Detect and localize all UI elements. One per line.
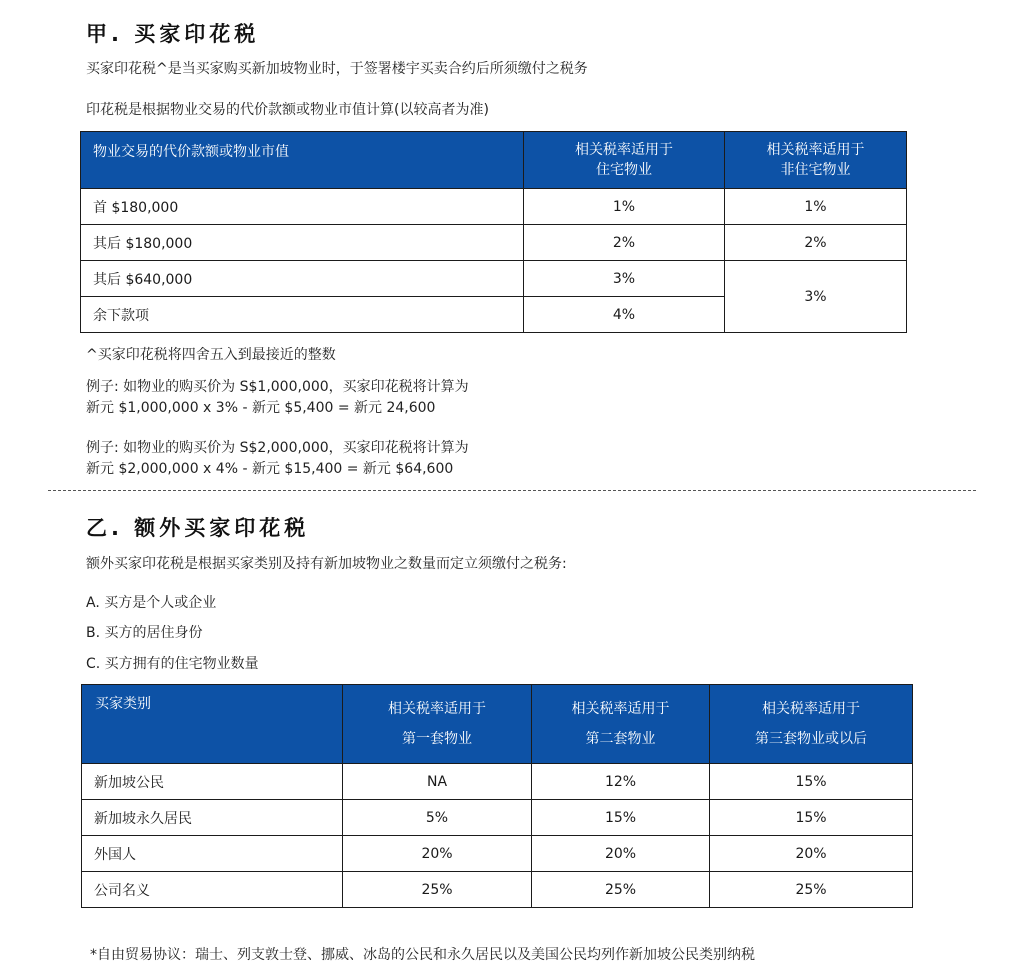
rate-second: 15% <box>532 800 710 836</box>
table-row <box>82 836 913 872</box>
rate-third: 20% <box>710 836 913 872</box>
rate-non-residential: 2% <box>725 225 907 261</box>
buyer-category: 新加坡公民 <box>82 764 343 800</box>
rate-first: NA <box>343 764 532 800</box>
rate-first: 5% <box>343 800 532 836</box>
row-label: 首 $180,000 <box>81 189 524 225</box>
rate-residential: 2% <box>524 225 725 261</box>
rate-third: 15% <box>710 800 913 836</box>
table-row <box>81 261 907 297</box>
rounding-note: ^买家印花税将四舍五入到最接近的整数 <box>86 347 336 363</box>
factor-b: B. 买方的居住身份 <box>86 625 203 641</box>
section-b-intro: 额外买家印花税是根据买家类别及持有新加坡物业之数量而定立须缴付之税务: <box>86 556 567 572</box>
header-buyer-category: 买家类别 <box>82 685 343 764</box>
table-row <box>82 800 913 836</box>
table-header-row <box>82 685 913 764</box>
buyer-category: 新加坡永久居民 <box>82 800 343 836</box>
example-1-line-1: 例子: 如物业的购买价为 S$1,000,000，买家印花税将计算为 <box>86 379 469 395</box>
buyer-category: 公司名义 <box>82 872 343 908</box>
fta-note: *自由贸易协议：瑞士、列支敦士登、挪威、冰岛的公民和永久居民以及美国公民均列作新加坡公民类别纳税 <box>90 947 755 963</box>
additional-buyer-stamp-duty-table <box>81 684 913 908</box>
section-divider <box>48 490 976 491</box>
rate-second: 20% <box>532 836 710 872</box>
buyer-stamp-duty-table <box>80 131 907 333</box>
example-2-line-2: 新元 $2,000,000 x 4% - 新元 $15,400 = 新元 $64,600 <box>86 461 454 477</box>
rate-first: 25% <box>343 872 532 908</box>
section-a-basis: 印花税是根据物业交易的代价款额或物业市值计算(以较高者为准) <box>86 102 489 118</box>
row-label: 余下款项 <box>81 297 524 333</box>
example-2-line-1: 例子: 如物业的购买价为 S$2,000,000，买家印花税将计算为 <box>86 440 469 456</box>
header-third-property: 相关税率适用于 第三套物业或以后 <box>710 685 913 764</box>
rate-non-residential: 3% <box>725 261 907 333</box>
factor-a: A. 买方是个人或企业 <box>86 595 217 611</box>
row-label: 其后 $180,000 <box>81 225 524 261</box>
header-non-residential: 相关税率适用于 非住宅物业 <box>725 132 907 189</box>
rate-third: 25% <box>710 872 913 908</box>
rate-third: 15% <box>710 764 913 800</box>
section-a-intro: 买家印花税^是当买家购买新加坡物业时，于签署楼宇买卖合约后所须缴付之税务 <box>86 61 588 77</box>
section-b-title: 乙. 额外买家印花税 <box>86 516 310 540</box>
table-row <box>82 764 913 800</box>
rate-second: 12% <box>532 764 710 800</box>
rate-residential: 1% <box>524 189 725 225</box>
rate-second: 25% <box>532 872 710 908</box>
table-row <box>81 225 907 261</box>
section-a-title: 甲. 买家印花税 <box>86 22 260 46</box>
rate-residential: 3% <box>524 261 725 297</box>
header-value: 物业交易的代价款额或物业市值 <box>81 132 524 189</box>
rate-non-residential: 1% <box>725 189 907 225</box>
table-row <box>82 872 913 908</box>
header-second-property: 相关税率适用于 第二套物业 <box>532 685 710 764</box>
rate-residential: 4% <box>524 297 725 333</box>
row-label: 其后 $640,000 <box>81 261 524 297</box>
header-residential: 相关税率适用于 住宅物业 <box>524 132 725 189</box>
table-row <box>81 189 907 225</box>
buyer-category: 外国人 <box>82 836 343 872</box>
rate-first: 20% <box>343 836 532 872</box>
header-first-property: 相关税率适用于 第一套物业 <box>343 685 532 764</box>
table-header-row <box>81 132 907 189</box>
example-1-line-2: 新元 $1,000,000 x 3% - 新元 $5,400 = 新元 24,600 <box>86 400 436 416</box>
factor-c: C. 买方拥有的住宅物业数量 <box>86 656 259 672</box>
